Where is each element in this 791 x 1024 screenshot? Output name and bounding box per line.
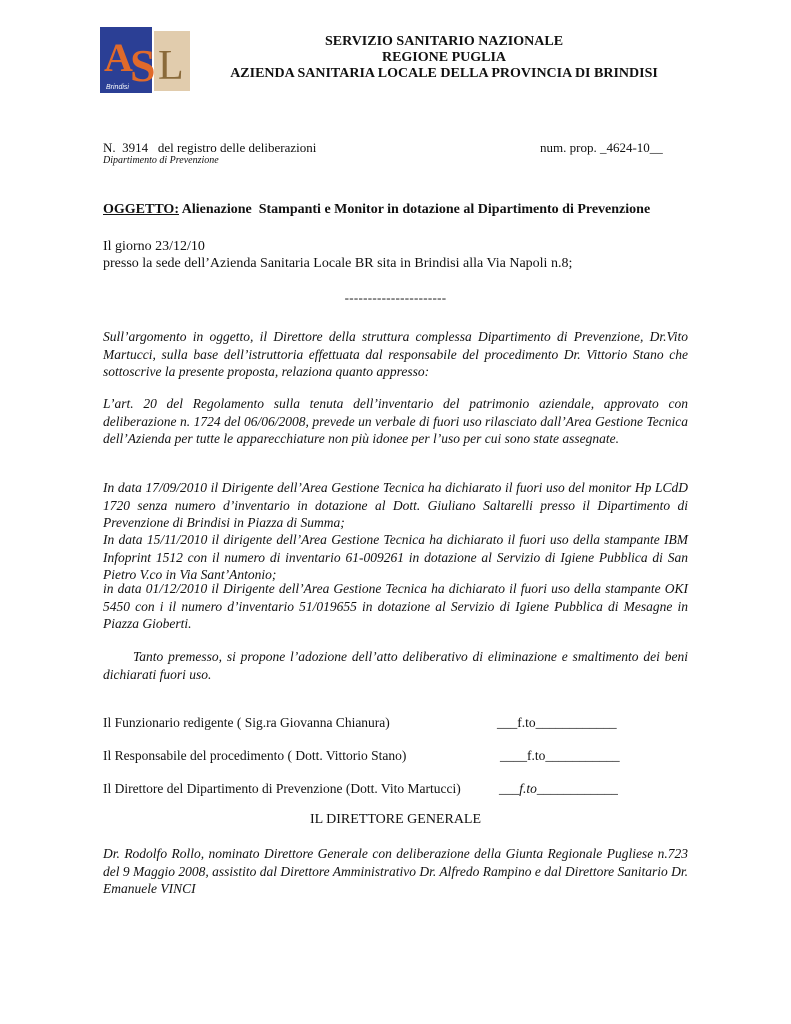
director-general-title: IL DIRETTORE GENERALE: [309, 812, 482, 827]
paragraph-oki-printer: in data 01/12/2010 il Dirigente dell’Area Gestione Tecnica ha dichiarato il fuori uso della stampante OKI 5450 con i il numero d’inventario 51/019655 in dotazione al Servizio di Igiene Pubblica di Mesagne in Piazza Gioberti.: [103, 581, 688, 631]
signature-value-3: ___f.to____________: [499, 781, 618, 796]
svg-text:A: A: [104, 35, 133, 80]
header-line-3: AZIENDA SANITARIA LOCALE DELLA PROVINCIA DI BRINDISI: [230, 66, 658, 81]
header-line-1: SERVIZIO SANITARIO NAZIONALE: [324, 34, 564, 49]
paragraph-regulation: L’art. 20 del Regolamento sulla tenuta dell’inventario del patrimonio aziendale, approvato con deliberazione n. 1724 del 06/06/2008, prevede un verbale di fuori uso rilasciato dall’Area Gestione Tecnica dell’Azienda per tutte le apparecchiature non più idonee per l’uso per cui sono state assegnate.: [103, 396, 688, 446]
paragraph-monitor: In data 17/09/2010 il Dirigente dell’Area Gestione Tecnica ha dichiarato il fuori uso del monitor Hp LCdD 1720 senza numero d’inventario in dotazione al Dott. Giuliano Saltarelli presso il Dipartimento di Prevenzione di Brindisi in Piazza di Summa;: [103, 480, 688, 530]
date-line: Il giorno 23/12/10: [103, 239, 205, 254]
separator: ----------------------: [344, 290, 447, 305]
paragraph-intro: Sull’argomento in oggetto, il Direttore della struttura complessa Dipartimento di Prevenzione, Dr.Vito Martucci, sulla base dell’istruttoria effettuata dal responsabile del procedimento Dr. Vittorio Stano che sottoscrive la presente proposta, relaziona quanto appresso:: [103, 329, 688, 379]
signature-label-1: Il Funzionario redigente ( Sig.ra Giovanna Chianura): [103, 715, 390, 730]
signature-label-2: Il Responsabile del procedimento ( Dott. Vittorio Stano): [103, 748, 407, 763]
svg-text:S: S: [130, 40, 156, 91]
asl-logo-graphic: [100, 27, 192, 95]
subject-label: OGGETTO:: [103, 202, 179, 217]
svg-text:L: L: [158, 43, 184, 89]
proposal-number: num. prop. _4624-10__: [540, 140, 663, 155]
paragraph-ibm-printer: In data 15/11/2010 il dirigente dell’Area Gestione Tecnica ha dichiarato il fuori uso della stampante IBM Infoprint 1512 con il numero di inventario 61-009261 in dotazione al Servizio di Igiene Pubblica di San Pietro V.co in Via Sant’Antonio;: [103, 532, 688, 582]
header: [200, 34, 688, 82]
asl-logo: [100, 27, 192, 95]
signature-value-2: ____f.to___________: [500, 748, 620, 763]
subject-text: Alienazione Stampanti e Monitor in dotazione al Dipartimento di Prevenzione: [178, 202, 651, 217]
department-label: Dipartimento di Prevenzione: [103, 155, 219, 166]
paragraph-proposal: Tanto premesso, si propone l’adozione dell’atto deliberativo di eliminazione e smaltimento dei beni dichiarati fuori uso.: [103, 649, 688, 682]
place-line: presso la sede dell’Azienda Sanitaria Locale BR sita in Brindisi alla Via Napoli n.8;: [103, 256, 573, 271]
header-line-2: REGIONE PUGLIA: [381, 50, 507, 65]
subject-line: [103, 202, 650, 218]
registry-number: N. 3914 del registro delle deliberazioni: [103, 140, 317, 155]
signature-label-3: Il Direttore del Dipartimento di Prevenzione (Dott. Vito Martucci): [103, 781, 461, 796]
svg-text:Brindisi: Brindisi: [106, 84, 129, 91]
signature-value-1: ___f.to____________: [497, 715, 617, 730]
director-paragraph: Dr. Rodolfo Rollo, nominato Direttore Generale con deliberazione della Giunta Regionale Pugliese n.723 del 9 Maggio 2008, assistito dal Direttore Amministrativo Dr. Alfredo Rampino e dal Direttore Sanitario Dr. Emanuele VINCI: [103, 846, 688, 896]
